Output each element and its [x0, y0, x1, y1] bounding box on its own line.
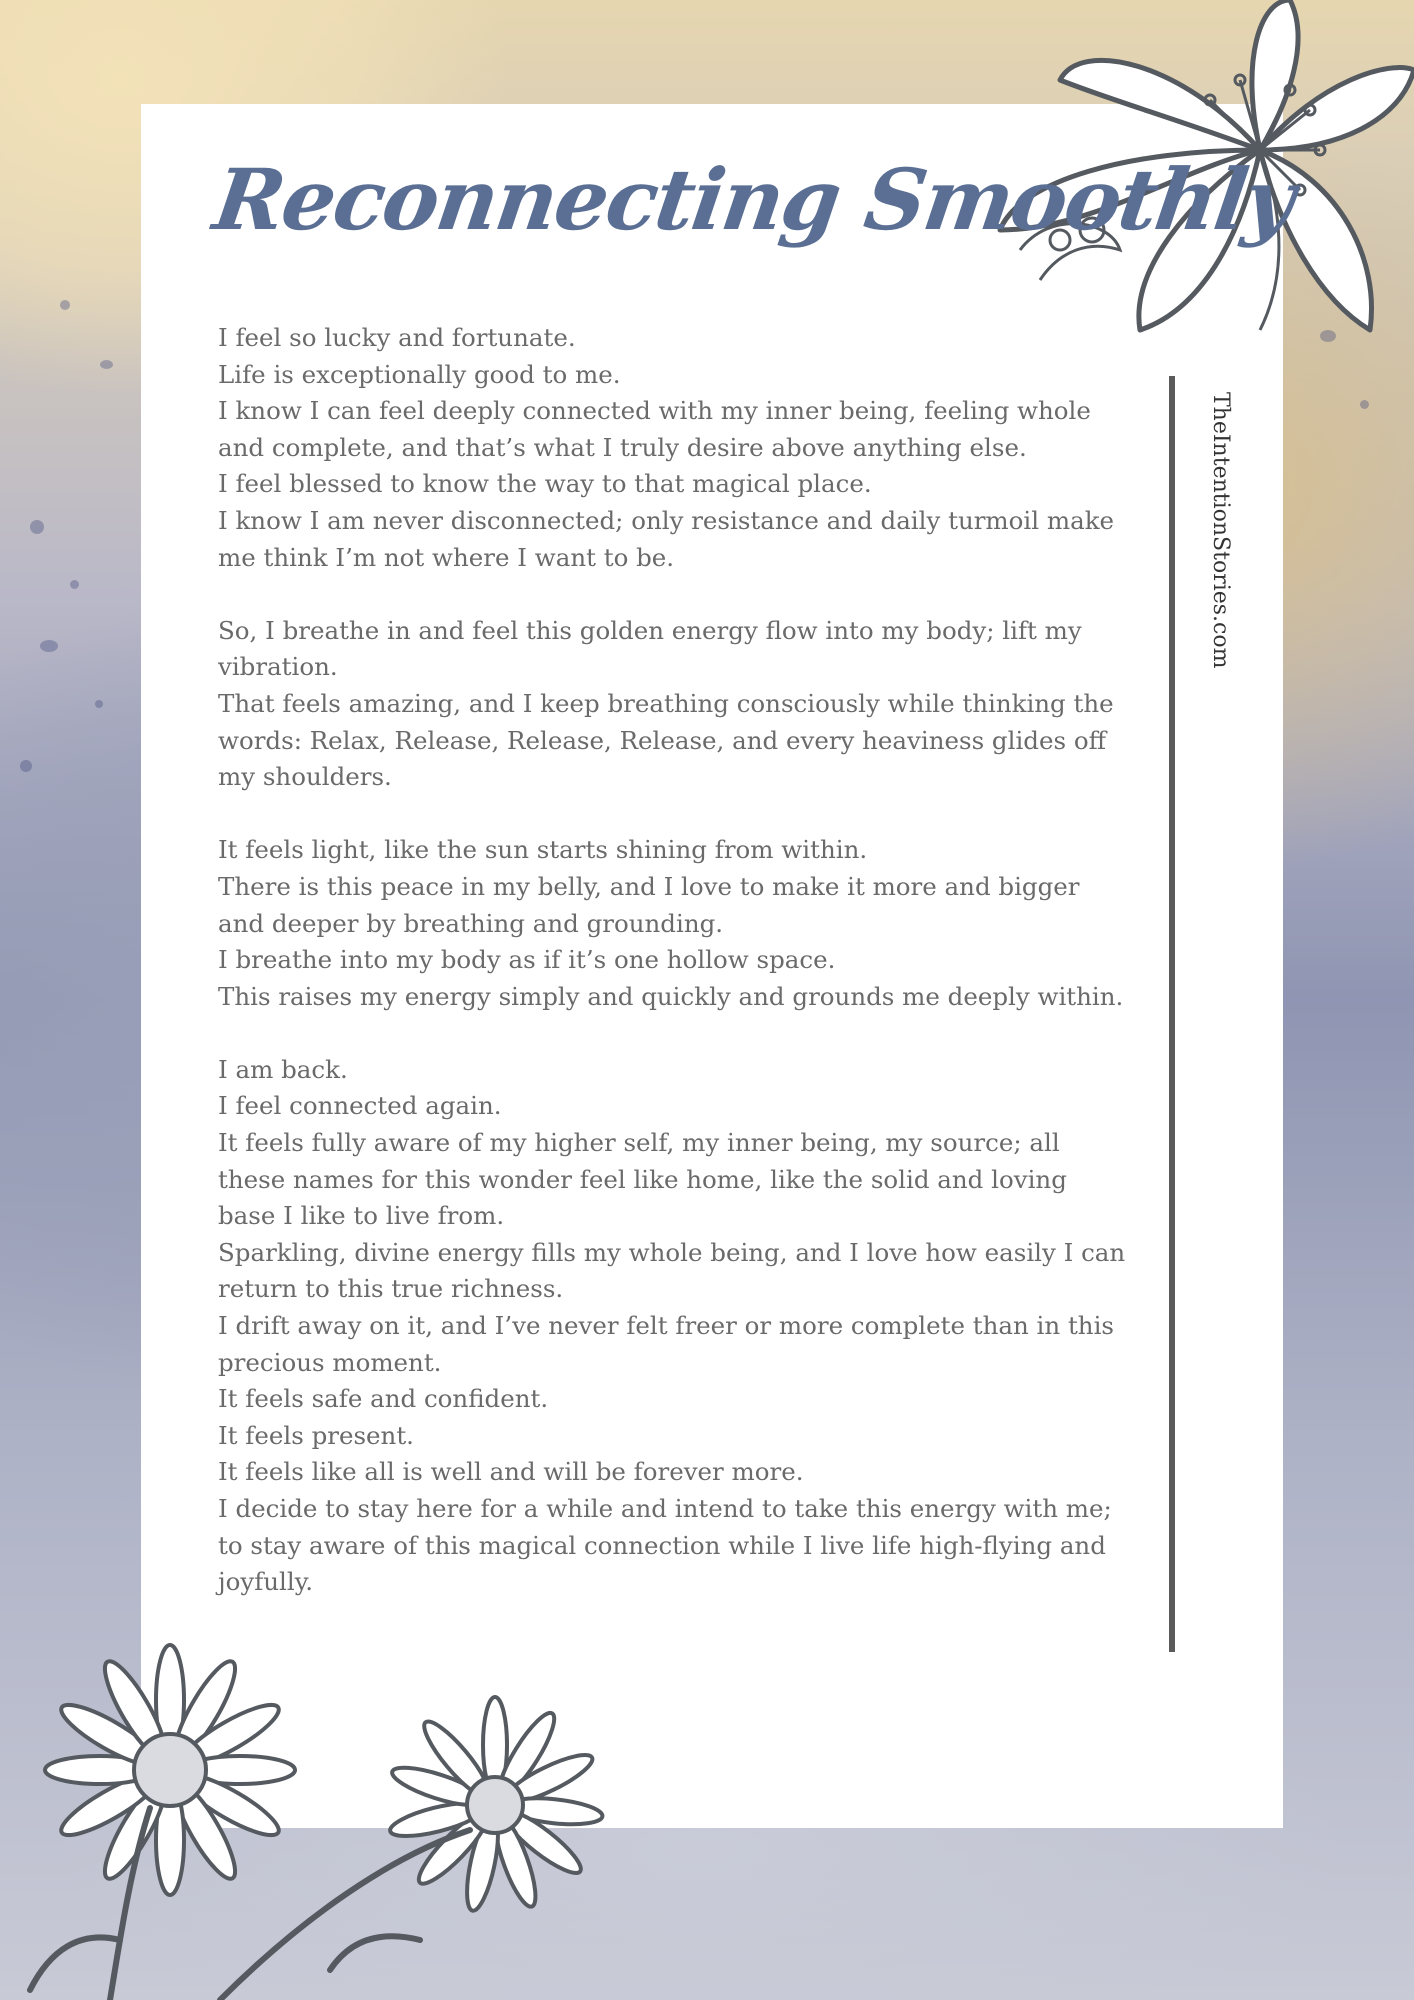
- text-line: I know I can feel deeply connected with my inner being, feeling whole and complete, and that’s what I truly desire above anything else.: [218, 396, 1091, 462]
- text-line: This raises my energy simply and quickly and grounds me deeply within.: [218, 981, 1124, 1011]
- text-line: It feels like all is well and will be forever more.: [218, 1457, 804, 1487]
- text-line: I feel so lucky and fortunate.: [218, 323, 576, 352]
- text-line: I breathe into my body as if it’s one hollow space.: [218, 945, 836, 975]
- vertical-divider: [1169, 376, 1175, 1652]
- text-line: Life is exceptionally good to me.: [218, 359, 621, 389]
- website-link[interactable]: TheIntentionStories.com: [1208, 392, 1233, 669]
- text-line: It feels safe and confident.: [218, 1384, 549, 1414]
- text-line: I know I am never disconnected; only resistance and daily turmoil make me think I’m not where I want to be.: [218, 505, 1115, 572]
- text-line: It feels present.: [218, 1420, 414, 1450]
- text-line: I am back.: [218, 1054, 348, 1084]
- text-line: I decide to stay here for a while and intend to take this energy with me; to stay aware of this magical connection while I live life high-flying and joyfully.: [218, 1494, 1112, 1597]
- text-line: There is this peace in my belly, and I love to make it more and bigger and deeper by breathing and grounding.: [218, 871, 1080, 938]
- text-line: I feel connected again.: [218, 1091, 502, 1121]
- text-line: It feels light, like the sun starts shining from within.: [218, 835, 868, 865]
- text-line: It feels fully aware of my higher self, my inner being, my source; all these names for this wonder feel like home, like the solid and loving base I like to live from.: [218, 1128, 1067, 1231]
- text-line: So, I breathe in and feel this golden energy flow into my body; lift my vibration.: [218, 615, 1082, 682]
- text-line: Sparkling, divine energy fills my whole being, and I love how easily I can return to this true richness.: [218, 1237, 1126, 1304]
- affirmation-text: [218, 320, 1128, 1601]
- text-line: I drift away on it, and I’ve never felt freer or more complete than in this precious moment.: [218, 1311, 1114, 1377]
- text-line: I feel blessed to know the way to that magical place.: [218, 469, 872, 499]
- page-title: Reconnecting Smoothly: [208, 150, 1300, 249]
- daisy-flowers-icon: [0, 1640, 640, 2000]
- text-line: That feels amazing, and I keep breathing consciously while thinking the words: Relax, Release, Release, Release, and every heaviness glides off my shoulders.: [218, 688, 1114, 792]
